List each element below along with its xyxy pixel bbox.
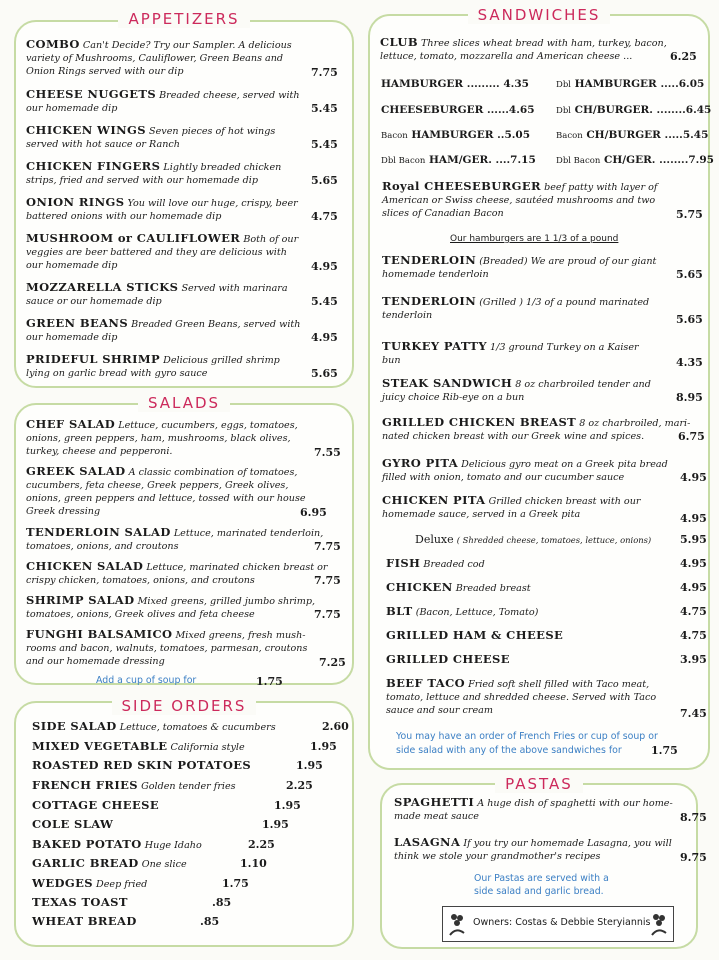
item-desc: strips, fried and served with our homemade dip xyxy=(26,175,258,186)
item-desc: sauce or our homemade dip xyxy=(26,296,162,307)
item-price: 4.75 xyxy=(680,629,707,642)
item-price: 2.60 xyxy=(322,720,349,733)
item-name: MUSHROOM or CAULIFLOWER xyxy=(26,231,241,245)
item-desc: homemade sauce, served in a Greek pita xyxy=(382,509,581,520)
side-orders-title: SIDE ORDERS xyxy=(14,697,354,715)
burger-name: HAMBURGER xyxy=(574,78,657,90)
menu-item-grilled-cheese xyxy=(386,653,510,667)
item-desc: Grilled chicken breast with our xyxy=(488,496,641,507)
item-desc: bun xyxy=(382,355,401,366)
item-desc: Breaded breast xyxy=(455,583,531,594)
item-price: 3.95 xyxy=(680,653,707,666)
item-name: GRILLED CHICKEN BREAST xyxy=(382,415,577,429)
item-name: GREEN BEANS xyxy=(26,316,129,330)
item-desc: American or Swiss cheese, sautéed mushrooms and two xyxy=(382,195,656,206)
item-desc: Huge Idaho xyxy=(144,840,202,851)
burger-prefix: Dbl Bacon xyxy=(556,156,601,166)
item-price: 7.55 xyxy=(314,446,341,459)
item-desc: Lettuce, tomatoes & cucumbers xyxy=(119,722,276,733)
item-desc: Golden tender fries xyxy=(141,781,236,792)
item-price: 4.95 xyxy=(680,512,707,525)
burger-row xyxy=(556,129,708,141)
item-desc: and our homemade dressing xyxy=(26,656,165,667)
burger-dots: ........ xyxy=(655,154,689,166)
item-desc: Breaded cod xyxy=(423,559,485,570)
burger-name: CH/GER. xyxy=(604,154,656,166)
fries-note-line1: You may have an order of French Fries or cup of soup or xyxy=(396,731,658,742)
item-desc: turkey, cheese and pepperoni. xyxy=(26,446,173,457)
item-name: COTTAGE CHEESE xyxy=(32,798,159,812)
burger-row xyxy=(556,154,714,166)
burger-dots: ........ xyxy=(652,104,686,116)
item-price: 7.45 xyxy=(680,707,707,720)
side-item xyxy=(32,838,202,852)
item-desc: Lettuce, marinated chicken breast or xyxy=(146,562,328,573)
item-desc: Fried soft shell filled with Taco meat, xyxy=(468,679,650,690)
burger-dots: ...... xyxy=(483,104,509,116)
item-desc: tomatoes, onions, and croutons xyxy=(26,541,179,552)
burger-prefix: Dbl xyxy=(556,106,571,116)
item-price: 1.10 xyxy=(240,857,267,870)
item-price: 1.95 xyxy=(274,799,301,812)
menu-item-tenderloin-breaded xyxy=(382,254,656,281)
item-name: LASAGNA xyxy=(394,835,461,849)
menu-item-gyro-pita xyxy=(382,457,668,484)
item-desc: Lightly breaded chicken xyxy=(163,162,282,173)
item-price: 5.45 xyxy=(311,102,338,115)
item-price: 1.95 xyxy=(310,740,337,753)
item-desc: nated chicken breast with our Greek wine and spices. xyxy=(382,431,645,442)
burger-dots: ..... xyxy=(656,78,679,90)
item-name: CHICKEN SALAD xyxy=(26,559,144,573)
item-desc: veggies are beer battered and they are delicious with xyxy=(26,247,287,258)
menu-item-chicken xyxy=(386,581,531,595)
item-price: 4.95 xyxy=(680,581,707,594)
side-item xyxy=(32,896,128,910)
item-desc: our homemade dip xyxy=(26,260,118,271)
menu-item-combo xyxy=(26,38,292,78)
item-price: 5.65 xyxy=(311,367,338,380)
item-price: 5.95 xyxy=(680,533,707,546)
item-desc: slices of Canadian Bacon xyxy=(382,208,504,219)
menu-item-mushroom-cauliflower xyxy=(26,232,298,272)
burger-dots: .. xyxy=(493,129,505,141)
burger-prefix: Dbl xyxy=(556,80,571,90)
item-name: TENDERLOIN xyxy=(382,294,477,308)
burger-name: HAMBURGER xyxy=(411,129,494,141)
sandwiches-title: SANDWICHES xyxy=(368,6,710,24)
menu-item-spaghetti xyxy=(394,796,673,823)
owners-banner xyxy=(442,906,674,942)
menu-item-royal-cheeseburger xyxy=(382,180,657,220)
item-price: 4.75 xyxy=(311,210,338,223)
burger-price: 7.15 xyxy=(510,154,536,166)
item-desc: Breaded cheese, served with xyxy=(159,90,300,101)
item-desc: cucumbers, feta cheese, Greek peppers, Greek olives, xyxy=(26,480,289,491)
item-desc: tomato, lettuce and shredded cheese. Served with Taco xyxy=(386,692,657,703)
item-desc: our homemade dip xyxy=(26,332,118,343)
menu-item-chicken-wings xyxy=(26,124,275,151)
burger-name: CH/BURGER xyxy=(586,129,661,141)
item-desc: (Bacon, Lettuce, Tomato) xyxy=(415,607,539,618)
menu-item-club xyxy=(380,36,667,63)
item-name: GYRO PITA xyxy=(382,456,459,470)
menu-item-onion-rings xyxy=(26,196,298,223)
menu-item-green-beans xyxy=(26,317,300,344)
pastas-title: PASTAS xyxy=(380,775,698,793)
item-desc: Lettuce, cucumbers, eggs, tomatoes, xyxy=(118,420,298,431)
item-desc: Seven pieces of hot wings xyxy=(149,126,276,137)
burger-name: CH/BURGER. xyxy=(574,104,653,116)
item-desc: rooms and bacon, walnuts, tomatoes, parmesan, croutons xyxy=(26,643,308,654)
item-desc: variety of Mushrooms, Cauliflower, Green Beans and xyxy=(26,53,284,64)
menu-item-lasagna xyxy=(394,836,672,863)
menu-item-fish xyxy=(386,557,485,571)
item-price: 7.25 xyxy=(319,656,346,669)
side-item xyxy=(32,857,187,871)
fries-note-line2: side salad with any of the above sandwiches for xyxy=(396,745,622,756)
item-desc: A classic combination of tomatoes, xyxy=(128,467,298,478)
item-desc: Lettuce, marinated tenderloin, xyxy=(173,528,324,539)
item-desc: 8 oz charbroiled, mari- xyxy=(579,418,691,429)
item-price: 8.95 xyxy=(676,391,703,404)
burger-dots: ..... xyxy=(660,129,683,141)
side-item xyxy=(32,915,137,929)
side-item xyxy=(32,759,251,773)
burger-price: 5.05 xyxy=(504,129,531,141)
side-item xyxy=(32,779,236,793)
item-desc: onions, green peppers, ham, mushrooms, black olives, xyxy=(26,433,291,444)
item-name: GREEK SALAD xyxy=(26,464,126,478)
owners-text: Owners: Costas & Debbie Steryiannis xyxy=(473,917,651,928)
grape-vine-right-icon xyxy=(648,909,670,939)
burger-name: CHEESEBURGER xyxy=(381,104,484,116)
item-price: 6.75 xyxy=(678,430,705,443)
menu-item-cheese-nuggets xyxy=(26,88,300,115)
item-desc: homemade tenderloin xyxy=(382,269,489,280)
soup-note: Add a cup of soup for xyxy=(96,675,197,686)
side-item xyxy=(32,818,113,832)
item-desc: You will love our huge, crispy, beer xyxy=(127,198,298,209)
item-price: 1.75 xyxy=(222,877,249,890)
item-name: CHEF SALAD xyxy=(26,417,116,431)
item-name: STEAK SANDWICH xyxy=(382,376,513,390)
item-desc: Three slices wheat bread with ham, turkey, bacon, xyxy=(421,38,667,49)
burger-prefix: Bacon xyxy=(381,131,408,141)
item-desc: our homemade dip xyxy=(26,103,118,114)
burger-name: HAMBURGER xyxy=(381,78,464,90)
item-desc: One slice xyxy=(141,859,187,870)
item-name: CHICKEN WINGS xyxy=(26,123,146,137)
item-desc: 1/3 ground Turkey on a Kaiser xyxy=(490,342,639,353)
burger-price: 5.45 xyxy=(682,129,709,141)
item-desc: Mixed greens, fresh mush- xyxy=(175,630,306,641)
item-price: 4.95 xyxy=(311,331,338,344)
item-name: COMBO xyxy=(26,37,80,51)
burger-price: 7.95 xyxy=(688,154,714,166)
menu-item-shrimp-salad xyxy=(26,594,315,621)
item-name: BAKED POTATO xyxy=(32,837,142,851)
item-name: BEEF TACO xyxy=(386,676,466,690)
item-price: 7.75 xyxy=(311,66,338,79)
item-name: WHEAT BREAD xyxy=(32,914,137,928)
menu-item-grilled-ham-cheese xyxy=(386,629,563,643)
appetizers-title: APPETIZERS xyxy=(14,10,354,28)
item-name: TENDERLOIN xyxy=(382,253,477,267)
item-name: MIXED VEGETABLE xyxy=(32,739,168,753)
burger-prefix: Dbl Bacon xyxy=(381,156,426,166)
item-price: 6.25 xyxy=(670,50,697,63)
item-name: SIDE SALAD xyxy=(32,719,117,733)
item-desc: Delicious grilled shrimp xyxy=(163,355,280,366)
item-desc: sauce and sour cream xyxy=(386,705,493,716)
item-name: FISH xyxy=(386,556,421,570)
item-desc: lying on garlic bread with gyro sauce xyxy=(26,368,208,379)
item-name: Deluxe xyxy=(415,533,454,546)
menu-item-blt xyxy=(386,605,538,619)
item-desc: Onion Rings served with our dip xyxy=(26,66,184,77)
item-desc: tenderloin xyxy=(382,310,433,321)
item-desc: Breaded Green Beans, served with xyxy=(131,319,301,330)
burger-price: 6.05 xyxy=(678,78,705,90)
item-desc: Mixed greens, grilled jumbo shrimp, xyxy=(137,596,316,607)
item-desc: Greek dressing xyxy=(26,506,101,517)
pasta-note-line1: Our Pastas are served with a xyxy=(474,873,609,884)
item-name: TURKEY PATTY xyxy=(382,339,487,353)
item-desc: ( Shredded cheese, tomatoes, lettuce, onions) xyxy=(456,535,652,545)
menu-item-tenderloin-grilled xyxy=(382,295,649,322)
item-desc: beef patty with layer of xyxy=(544,182,658,193)
item-name: GRILLED CHEESE xyxy=(386,652,510,666)
item-desc: think we stole your grandmother's recipes xyxy=(394,851,601,862)
item-name: ROASTED RED SKIN POTATOES xyxy=(32,758,252,772)
salads-title: SALADS xyxy=(14,394,354,412)
item-price: 6.95 xyxy=(300,506,327,519)
item-desc: 8 oz charbroiled tender and xyxy=(515,379,651,390)
item-name: WEDGES xyxy=(32,876,93,890)
item-name: ONION RINGS xyxy=(26,195,125,209)
item-desc: onions, green peppers and lettuce, tossed with our house xyxy=(26,493,306,504)
item-desc: filled with onion, tomato and our cucumber sauce xyxy=(382,472,625,483)
item-price: 9.75 xyxy=(680,851,707,864)
menu-item-grilled-chicken-breast xyxy=(382,416,690,443)
fries-price: 1.75 xyxy=(651,744,678,757)
menu-item-chef-salad xyxy=(26,418,298,458)
item-name: SPAGHETTI xyxy=(394,795,475,809)
item-desc: California style xyxy=(170,742,245,753)
burger-dots: ......... xyxy=(463,78,500,90)
menu-item-steak-sandwich xyxy=(382,377,651,404)
item-desc: Deep fried xyxy=(96,879,148,890)
item-desc: tomatoes, onions, Greek olives and feta cheese xyxy=(26,609,255,620)
menu-item-tenderloin-salad xyxy=(26,526,323,553)
side-item xyxy=(32,799,159,813)
side-item xyxy=(32,740,245,754)
menu-item-chicken-fingers xyxy=(26,160,281,187)
grape-vine-left-icon xyxy=(446,909,468,939)
menu-item-funghi-balsamico xyxy=(26,628,307,668)
burger-price: 6.45 xyxy=(685,104,712,116)
burger-prefix: Bacon xyxy=(556,131,583,141)
soup-price: 1.75 xyxy=(256,675,283,688)
item-name: Royal CHEESEBURGER xyxy=(382,179,542,193)
menu-item-chicken-salad xyxy=(26,560,328,587)
item-name: GARLIC BREAD xyxy=(32,856,139,870)
burger-note: Our hamburgers are 1 1/3 of a pound xyxy=(450,234,619,244)
item-desc: A huge dish of spaghetti with our home- xyxy=(477,798,673,809)
item-name: MOZZARELLA STICKS xyxy=(26,280,179,294)
item-price: 7.75 xyxy=(314,574,341,587)
item-desc: Can't Decide? Try our Sampler. A delicious xyxy=(82,40,292,51)
side-item xyxy=(32,720,276,734)
item-desc: (Breaded) We are proud of our giant xyxy=(479,256,657,267)
burger-price: 4.65 xyxy=(508,104,535,116)
item-name: TEXAS TOAST xyxy=(32,895,128,909)
item-desc: served with hot sauce or Ranch xyxy=(26,139,180,150)
item-price: 4.75 xyxy=(680,605,707,618)
item-name: FUNGHI BALSAMICO xyxy=(26,627,173,641)
item-name: CHICKEN FINGERS xyxy=(26,159,161,173)
item-name: SHRIMP SALAD xyxy=(26,593,135,607)
item-name: CHICKEN PITA xyxy=(382,493,486,507)
item-desc: crispy chicken, tomatoes, onions, and croutons xyxy=(26,575,255,586)
burger-row xyxy=(556,78,704,90)
item-price: .85 xyxy=(200,915,220,928)
burger-row xyxy=(556,104,711,116)
item-price: 5.75 xyxy=(676,208,703,221)
item-price: 7.75 xyxy=(314,540,341,553)
item-price: 7.75 xyxy=(314,608,341,621)
menu-item-chicken-pita xyxy=(382,494,640,521)
burger-row xyxy=(381,154,536,166)
item-price: 2.25 xyxy=(248,838,275,851)
burger-price: 4.35 xyxy=(503,78,529,90)
item-price: 4.95 xyxy=(680,557,707,570)
item-desc: Served with marinara xyxy=(181,283,288,294)
item-price: 4.95 xyxy=(680,471,707,484)
burger-row xyxy=(381,104,535,116)
item-desc: juicy choice Rib-eye on a bun xyxy=(382,392,525,403)
menu-item-prideful-shrimp xyxy=(26,353,280,380)
item-name: CLUB xyxy=(380,35,418,49)
pasta-note-line2: side salad and garlic bread. xyxy=(474,886,604,897)
burger-row xyxy=(381,78,529,90)
item-desc: Both of our xyxy=(243,234,299,245)
menu-item-deluxe xyxy=(415,533,651,547)
item-name: CHEESE NUGGETS xyxy=(26,87,157,101)
item-desc: made meat sauce xyxy=(394,811,479,822)
item-price: 5.45 xyxy=(311,138,338,151)
burger-row xyxy=(381,129,530,141)
item-name: PRIDEFUL SHRIMP xyxy=(26,352,161,366)
item-price: 5.65 xyxy=(676,313,703,326)
item-desc: (Grilled ) 1/3 of a pound marinated xyxy=(479,297,650,308)
item-name: TENDERLOIN SALAD xyxy=(26,525,171,539)
item-desc: Delicious gyro meat on a Greek pita bread xyxy=(461,459,668,470)
item-name: COLE SLAW xyxy=(32,817,114,831)
item-price: 1.95 xyxy=(262,818,289,831)
menu-item-turkey-patty xyxy=(382,340,639,367)
item-desc: lettuce, tomato, mozzarella and American cheese ... xyxy=(380,51,633,62)
item-price: 2.25 xyxy=(286,779,313,792)
item-price: 4.35 xyxy=(676,356,703,369)
item-name: CHICKEN xyxy=(386,580,453,594)
burger-name: HAM/GER. xyxy=(429,154,492,166)
item-name: FRENCH FRIES xyxy=(32,778,138,792)
item-price: 8.75 xyxy=(680,811,707,824)
item-price: 5.45 xyxy=(311,295,338,308)
menu-item-beef-taco xyxy=(386,677,656,717)
menu-item-mozzarella-sticks xyxy=(26,281,288,308)
burger-dots: .... xyxy=(491,154,511,166)
menu-item-greek-salad xyxy=(26,465,306,518)
item-name: GRILLED HAM & CHEESE xyxy=(386,628,564,642)
side-item xyxy=(32,877,147,891)
item-name: BLT xyxy=(386,604,413,618)
item-desc: battered onions with our homemade dip xyxy=(26,211,222,222)
item-desc: If you try our homemade Lasagna, you will xyxy=(463,838,672,849)
item-price: 4.95 xyxy=(311,260,338,273)
item-price: 5.65 xyxy=(311,174,338,187)
item-price: 1.95 xyxy=(296,759,323,772)
item-price: .85 xyxy=(212,896,232,909)
item-price: 5.65 xyxy=(676,268,703,281)
